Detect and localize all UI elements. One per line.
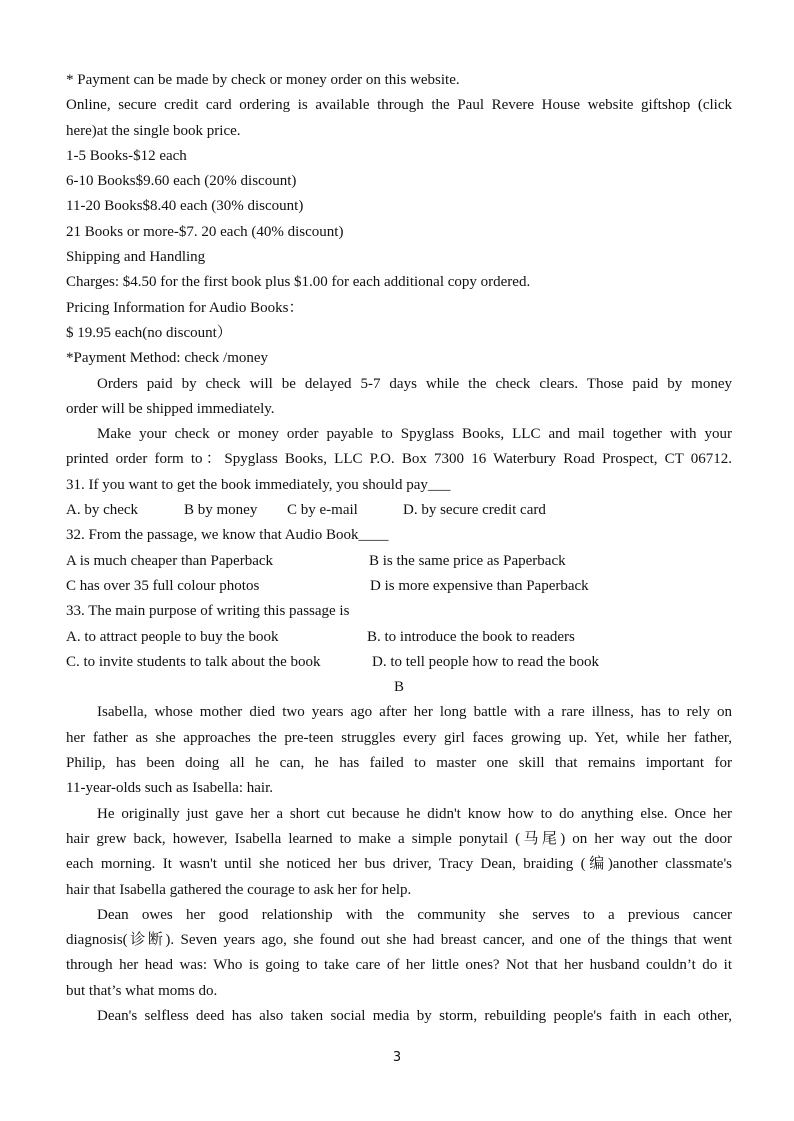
option-a: A. by check	[66, 502, 139, 519]
question-31-stem: 31. If you want to get the book immediately, you should pay___	[66, 476, 451, 493]
question-33-options-row-2	[66, 650, 732, 675]
online-ordering-line-2: here)at the single book price.	[66, 122, 241, 139]
paragraph-line: diagnosis(诊断). Seven years ago, she found out she had breast cancer, and one of the things that went	[66, 932, 732, 949]
question-33-options-row-1	[66, 625, 732, 650]
option-d: D. by secure credit card	[403, 502, 546, 519]
page-number: 3	[392, 1050, 402, 1065]
shipping-charges: Charges: $4.50 for the first book plus $1.00 for each additional copy ordered.	[66, 274, 531, 291]
paragraph-4	[66, 1004, 732, 1029]
paragraph-3	[66, 903, 732, 1004]
audio-pricing-title: Pricing Information for Audio Books：	[66, 299, 304, 316]
option-a: A is much cheaper than Paperback	[66, 552, 274, 569]
paragraph-1	[66, 700, 732, 801]
orders-line-1: Orders paid by check will be delayed 5-7 days while the check clears. Those paid by money	[97, 375, 732, 392]
make-payable-line-1: Make your check or money order payable to Spyglass Books, LLC and mail together with your	[97, 426, 732, 443]
paragraph-line: Isabella, whose mother died two years ago after her long battle with a rare illness, has to rely on	[97, 704, 732, 721]
paragraph-line: He originally just gave her a short cut because he didn't know how to do anything else. Once her	[97, 805, 732, 822]
price-tier: 1-5 Books-$12 each	[66, 147, 187, 164]
paragraph-line: Philip, has been doing all he can, he has failed to master one skill that remains important for	[66, 755, 732, 772]
option-c: C. to invite students to talk about the book	[66, 653, 321, 670]
paragraph-line: through her head was: Who is going to take care of her little ones? Not that her husband couldn’t do it	[66, 957, 732, 974]
audio-price: $ 19.95 each(no discount）	[66, 324, 232, 341]
payment-method: *Payment Method: check /money	[66, 350, 269, 367]
section-b-heading: B	[393, 679, 404, 696]
paragraph-line: her father as she approaches the pre-teen struggles every girl faces growing up. Yet, while her father,	[66, 729, 732, 746]
paragraph-line: hair grew back, however, Isabella learned to make a simple ponytail (马尾) on her way out the door	[66, 830, 732, 847]
orders-line-2: order will be shipped immediately.	[66, 400, 275, 417]
paragraph-line: Dean owes her good relationship with the community she serves to a previous cancer	[97, 906, 732, 923]
document-page	[66, 68, 732, 1029]
price-tier: 21 Books or more-$7. 20 each (40% discount)	[66, 223, 344, 240]
option-d: D. to tell people how to read the book	[372, 653, 600, 670]
paragraph-line: each morning. It wasn't until she noticed her bus driver, Tracy Dean, braiding (编)another classmate's	[66, 856, 732, 873]
online-ordering-line-1: Online, secure credit card ordering is available through the Paul Revere House website giftshop (click	[66, 97, 732, 114]
payment-note: * Payment can be made by check or money order on this website.	[66, 72, 460, 88]
paragraph-2	[66, 802, 732, 903]
paragraph-line: hair that Isabella gathered the courage to ask her for help.	[66, 881, 412, 898]
price-tier: 11-20 Books$8.40 each (30% discount)	[66, 198, 304, 215]
option-a: A. to attract people to buy the book	[66, 628, 279, 645]
option-c: C has over 35 full colour photos	[66, 577, 260, 594]
price-tier: 6-10 Books$9.60 each (20% discount)	[66, 173, 297, 190]
question-32-options-row-2	[66, 574, 732, 599]
option-b: B. to introduce the book to readers	[367, 628, 575, 645]
option-b: B is the same price as Paperback	[369, 552, 566, 569]
option-b: B by money	[184, 502, 258, 519]
paragraph-line: but that’s what moms do.	[66, 982, 218, 999]
option-d: D is more expensive than Paperback	[370, 577, 589, 594]
paragraph-line: Dean's selfless deed has also taken social media by storm, rebuilding people's faith in each other,	[97, 1007, 732, 1024]
question-33-stem: 33. The main purpose of writing this passage is	[66, 603, 350, 620]
shipping-title: Shipping and Handling	[66, 249, 206, 266]
question-32-stem: 32. From the passage, we know that Audio Book____	[66, 527, 389, 544]
paragraph-line: 11-year-olds such as Isabella: hair.	[66, 780, 273, 797]
make-payable-line-2: printed order form to：Spyglass Books, LLC P.O. Box 7300 16 Waterbury Road Prospect, CT 06712.	[66, 451, 732, 468]
option-c: C by e-mail	[287, 502, 358, 519]
question-31-options	[66, 498, 732, 523]
question-32-options-row-1	[66, 549, 732, 574]
